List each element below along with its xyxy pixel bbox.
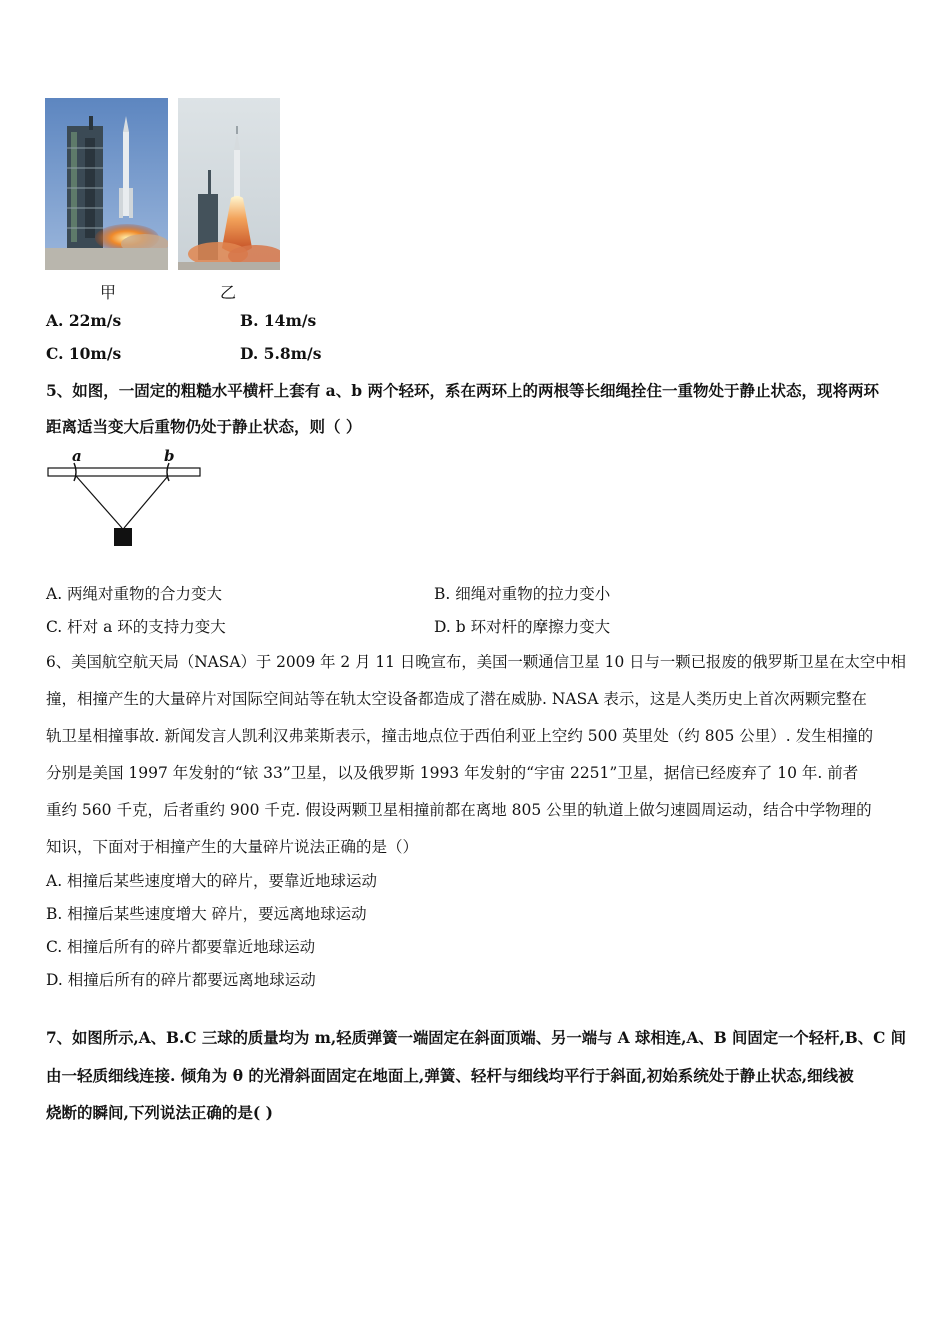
q4-option-c[interactable]: C. 10m/s — [46, 344, 122, 363]
rocket-photo-yi — [178, 98, 280, 270]
q5-option-d[interactable]: D. b 环对杆的摩擦力变大 — [434, 618, 611, 636]
q5-option-b[interactable]: B. 细绳对重物的拉力变小 — [434, 585, 611, 603]
q6-stem-line-3: 轨卫星相撞事故. 新闻发言人凯利汉弗莱斯表示，撞击地点位于西伯利亚上空约 500 英里处（约 805 公里）. 发生相撞的 — [46, 727, 874, 745]
q5-option-a[interactable]: A. 两绳对重物的合力变大 — [46, 585, 223, 603]
q6-option-c[interactable]: C. 相撞后所有的碎片都要靠近地球运动 — [46, 938, 316, 956]
photo-caption-yi: 乙 — [220, 283, 237, 302]
q5-diagram — [44, 446, 204, 550]
q4-option-d[interactable]: D. 5.8m/s — [240, 344, 322, 363]
q5-stem-line-2: 距离适当变大后重物仍处于静止状态，则（ ） — [46, 417, 362, 436]
ring-label-a: a — [72, 447, 82, 465]
q6-stem-line-4: 分别是美国 1997 年发射的“铱 33”卫星，以及俄罗斯 1993 年发射的“宇宙 2251”卫星，据信已经废弃了 10 年. 前者 — [46, 764, 859, 782]
q6-option-b[interactable]: B. 相撞后某些速度增大 碎片，要远离地球运动 — [46, 905, 367, 923]
q7-stem-line-1: 7、如图所示,A、B.C 三球的质量均为 m,轻质弹簧一端固定在斜面顶端、另一端与 A 球相连,A、B 间固定一个轻杆,B、C 间 — [46, 1028, 907, 1047]
q5-option-c[interactable]: C. 杆对 a 环的支持力变大 — [46, 618, 226, 636]
q6-stem-line-5: 重约 560 千克，后者重约 900 千克. 假设两颗卫星相撞前都在离地 805 公里的轨道上做匀速圆周运动，结合中学物理的 — [46, 801, 872, 819]
heavy-block — [114, 528, 132, 546]
q6-stem-line-6: 知识，下面对于相撞产生的大量碎片说法正确的是（） — [46, 838, 419, 856]
q6-stem-line-1: 6、美国航空航天局（NASA）于 2009 年 2 月 11 日晚宣布，美国一颗通信卫星 10 日与一颗已报废的俄罗斯卫星在太空中相 — [46, 653, 907, 671]
q7-stem-line-3: 烧断的瞬间,下列说法正确的是( ) — [46, 1103, 273, 1122]
rocket-launch-image — [45, 98, 168, 270]
q6-option-a[interactable]: A. 相撞后某些速度增大的碎片，要靠近地球运动 — [46, 872, 378, 890]
rocket-launch-image — [178, 98, 280, 270]
q6-option-d[interactable]: D. 相撞后所有的碎片都要远离地球运动 — [46, 971, 316, 989]
q4-option-b[interactable]: B. 14m/s — [240, 311, 317, 330]
q4-option-a[interactable]: A. 22m/s — [46, 311, 122, 330]
ring-label-b: b — [164, 447, 175, 465]
q7-stem-line-2: 由一轻质细线连接. 倾角为 θ 的光滑斜面固定在地面上,弹簧、轻杆与细线均平行于斜面,初始系统处于静止状态,细线被 — [46, 1066, 854, 1085]
q5-stem-line-1: 5、如图，一固定的粗糙水平横杆上套有 a、b 两个轻环，系在两环上的两根等长细绳拴住一重物处于静止状态，现将两环 — [46, 381, 879, 400]
rocket-photo-jia — [45, 98, 168, 270]
photo-caption-jia: 甲 — [100, 283, 117, 302]
q6-stem-line-2: 撞，相撞产生的大量碎片对国际空间站等在轨太空设备都造成了潜在威胁. NASA 表示，这是人类历史上首次两颗完整在 — [46, 690, 867, 708]
